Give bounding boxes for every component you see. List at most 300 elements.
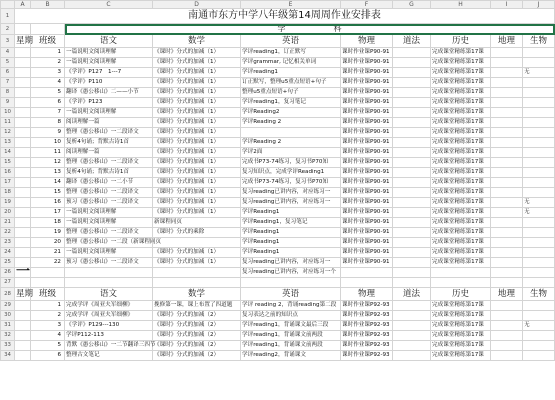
physics-cell[interactable]: 课时作业课P90-91 [341,108,393,118]
day-cell[interactable] [15,118,31,128]
biology-cell[interactable] [523,188,555,198]
history-cell[interactable]: 完成课堂精练第17课 [431,218,491,228]
physics-cell[interactable]: 课时作业课P90-91 [341,188,393,198]
history-cell[interactable]: 完成课堂精练第17课 [431,341,491,351]
chinese-cell[interactable]: 《学评》P123 [65,98,153,108]
chinese-cell[interactable]: 一篇说明文阅读理解 [65,208,153,218]
chinese-cell[interactable]: 复析4句诵；背默古诗1首 [65,168,153,178]
english-cell[interactable]: 学评reading1 [241,68,341,78]
class-number[interactable]: 1 [31,301,65,311]
history-cell[interactable]: 完成课堂精练第17课 [431,331,491,341]
row-header[interactable]: 26 [1,268,15,278]
morality-cell[interactable] [393,248,431,258]
chinese-cell[interactable]: 翻译《愚公移山》一二小节 [65,178,153,188]
day-cell[interactable] [15,148,31,158]
biology-cell[interactable] [523,158,555,168]
english-cell[interactable]: 整理u5重点短语+句子 [241,88,341,98]
geography-cell[interactable] [491,88,523,98]
class-number[interactable]: 6 [31,351,65,361]
biology-cell[interactable]: 无 [523,198,555,208]
day-cell[interactable] [15,78,31,88]
row-header[interactable]: 21 [1,218,15,228]
biology-cell[interactable] [523,128,555,138]
row-header[interactable]: 9 [1,98,15,108]
geography-cell[interactable] [491,351,523,361]
physics-cell[interactable]: 课时作业课P90-91 [341,68,393,78]
english-cell[interactable]: 学评reading1，背诵课文最后三段 [241,321,341,331]
english-cell[interactable]: 完成书P73-74练习，复习书P70知 [241,158,341,168]
math-cell[interactable]: 《课时》分式的乘除 [153,228,241,238]
day-cell[interactable] [15,98,31,108]
physics-cell[interactable]: 课时作业课P90-91 [341,58,393,68]
math-cell[interactable]: 《课时》分式的加减（2） [153,331,241,341]
english-cell[interactable]: 复习reading已讲内容，对应练习一 [241,198,341,208]
morality-cell[interactable] [393,148,431,158]
heading-cell[interactable]: 英语 [241,35,341,48]
math-cell[interactable]: 新课程同页 [153,218,241,228]
chinese-cell[interactable]: 翻译《愚公移山》二——小节 [65,88,153,98]
english-cell[interactable]: 学评reading2，背诵课文 [241,351,341,361]
biology-cell[interactable] [523,48,555,58]
row-header[interactable]: 18 [1,188,15,198]
row-header[interactable]: 11 [1,118,15,128]
cell[interactable] [431,268,491,278]
math-cell[interactable]: 《课时》分式的加减（1） [153,138,241,148]
column-header-c[interactable]: C [65,1,153,9]
math-cell[interactable]: 《课时》分式的加减（1） [153,88,241,98]
biology-cell[interactable] [523,88,555,98]
heading-cell[interactable]: 生物 [523,288,555,301]
geography-cell[interactable] [491,198,523,208]
history-cell[interactable]: 完成课堂精练第17课 [431,351,491,361]
heading-cell[interactable]: 物理 [341,288,393,301]
class-number[interactable]: 9 [31,128,65,138]
history-cell[interactable]: 完成课堂精练第17课 [431,238,491,248]
row-header[interactable]: 30 [1,311,15,321]
row-header[interactable]: 23 [1,238,15,248]
day-cell[interactable] [15,301,31,311]
math-cell[interactable]: 《课时》分式的加减（2） [153,311,241,321]
geography-cell[interactable] [491,168,523,178]
row-header[interactable]: 13 [1,138,15,148]
class-number[interactable]: 19 [31,228,65,238]
physics-cell[interactable]: 课时作业课P90-91 [341,128,393,138]
math-cell[interactable]: 挽修第一课，课上布置了四道题 [153,301,241,311]
math-cell[interactable]: 《课时》分式的加减（2） [153,341,241,351]
geography-cell[interactable] [491,128,523,138]
row-header[interactable]: 3 [1,35,15,48]
chinese-cell[interactable]: 《学评》P127 1---7 [65,68,153,78]
chinese-cell[interactable]: 《学评》P129---130 [65,321,153,331]
chinese-cell[interactable]: 一篇说明文阅读理解 [65,58,153,68]
class-number[interactable]: 13 [31,168,65,178]
cell[interactable] [431,278,491,288]
geography-cell[interactable] [491,301,523,311]
history-cell[interactable]: 完成课堂精练第17课 [431,108,491,118]
geography-cell[interactable] [491,58,523,68]
morality-cell[interactable] [393,208,431,218]
morality-cell[interactable] [393,58,431,68]
row-header[interactable]: 19 [1,198,15,208]
row-header[interactable]: 33 [1,341,15,351]
morality-cell[interactable] [393,331,431,341]
biology-cell[interactable] [523,148,555,158]
cell[interactable] [523,268,555,278]
physics-cell[interactable]: 课时作业课P90-91 [341,48,393,58]
cell[interactable] [241,278,341,288]
physics-cell[interactable]: 课时作业课P90-91 [341,78,393,88]
physics-cell[interactable]: 课时作业课P90-91 [341,118,393,128]
history-cell[interactable]: 完成课堂精练第17课 [431,311,491,321]
math-cell[interactable]: 《课时》分式的加减（1） [153,58,241,68]
chinese-cell[interactable]: 一篇说明文阅读理解 [65,48,153,58]
morality-cell[interactable] [393,118,431,128]
physics-cell[interactable]: 课时作业课P92-93 [341,351,393,361]
heading-cell[interactable]: 道法 [393,35,431,48]
chinese-cell[interactable]: 整理《愚公移山》一二段译文 [65,128,153,138]
english-cell[interactable]: 复习表达之前的知识点 [241,311,341,321]
chinese-cell[interactable]: 完成学评《周亚夫军细柳》 [65,301,153,311]
chinese-cell[interactable]: 学评P112-113 [65,331,153,341]
physics-cell[interactable]: 课时作业课P92-93 [341,341,393,351]
geography-cell[interactable] [491,248,523,258]
class-number[interactable]: 4 [31,78,65,88]
english-cell[interactable]: 学评Reading1 [241,208,341,218]
row-header[interactable]: 15 [1,158,15,168]
day-cell[interactable] [15,108,31,118]
heading-cell[interactable]: 历史 [431,288,491,301]
chinese-cell[interactable]: 预习《愚公移山》一二段译文 [65,198,153,208]
chinese-cell[interactable]: 整理《愚公移山》一二段译文 [65,188,153,198]
day-cell[interactable] [15,321,31,331]
chinese-cell[interactable]: 整理古文笔记 [65,351,153,361]
english-cell[interactable]: 学评reading1，背诵课文前两段 [241,331,341,341]
row-header[interactable]: 6 [1,68,15,78]
math-cell[interactable]: 《课时》分式的加减（1） [153,108,241,118]
biology-cell[interactable] [523,331,555,341]
morality-cell[interactable] [393,108,431,118]
column-header-d[interactable]: D [153,1,241,9]
biology-cell[interactable] [523,108,555,118]
heading-cell[interactable]: 道法 [393,288,431,301]
class-number[interactable]: 14 [31,178,65,188]
english-cell[interactable]: 复习reading已讲内容，对应练习一 [241,258,341,268]
physics-cell[interactable]: 课时作业课P90-91 [341,208,393,218]
class-number[interactable]: 2 [31,58,65,68]
biology-cell[interactable]: 无 [523,208,555,218]
heading-cell[interactable]: 星期 [16,36,34,46]
math-cell[interactable]: 《课时》分式的加减（1） [153,248,241,258]
english-cell[interactable]: 学评reading1，背诵课文前两段 [241,341,341,351]
history-cell[interactable]: 完成课堂精练第17课 [431,228,491,238]
heading-cell[interactable]: 物理 [341,35,393,48]
row-header[interactable]: 22 [1,228,15,238]
day-cell[interactable] [15,351,31,361]
english-cell[interactable]: 订正默写，整理u5重点短语+句子 [241,78,341,88]
english-cell[interactable] [241,128,341,138]
physics-cell[interactable]: 课时作业课P92-93 [341,331,393,341]
history-cell[interactable]: 完成课堂精练第17课 [431,148,491,158]
geography-cell[interactable] [491,78,523,88]
biology-cell[interactable] [523,258,555,268]
day-cell[interactable] [15,128,31,138]
cell[interactable] [31,268,65,278]
cell[interactable] [65,268,153,278]
day-cell[interactable] [15,68,31,78]
history-cell[interactable]: 完成课堂精练第17课 [431,208,491,218]
morality-cell[interactable] [393,88,431,98]
sheet-title[interactable]: 南通市东方中学八年级第14周周作业安排表 [15,9,555,24]
biology-cell[interactable]: 无 [523,321,555,331]
cell[interactable] [393,278,431,288]
morality-cell[interactable] [393,68,431,78]
physics-cell[interactable]: 课时作业课P90-91 [341,178,393,188]
morality-cell[interactable] [393,238,431,248]
cell[interactable] [341,278,393,288]
morality-cell[interactable] [393,138,431,148]
chinese-cell[interactable]: 整理《愚公移山》一二段译文 [65,158,153,168]
chinese-cell[interactable]: 整理《愚公移山》一二段译文 [65,228,153,238]
morality-cell[interactable] [393,188,431,198]
english-cell[interactable]: 学评Reading 2 [241,118,341,128]
chinese-cell[interactable]: 复析4句诵；背默古诗1首 [65,138,153,148]
physics-cell[interactable]: 课时作业课P90-91 [341,248,393,258]
geography-cell[interactable] [491,68,523,78]
biology-cell[interactable] [523,228,555,238]
english-cell[interactable]: 学评grammar, 记忆相关单词 [241,58,341,68]
morality-cell[interactable] [393,228,431,238]
class-number[interactable]: 1 [31,48,65,58]
cell[interactable] [153,268,241,278]
biology-cell[interactable] [523,248,555,258]
day-cell[interactable] [15,331,31,341]
class-number[interactable]: 15 [31,188,65,198]
biology-cell[interactable] [523,118,555,128]
column-header-e[interactable]: E [241,1,341,9]
history-cell[interactable]: 完成课堂精练第17课 [431,58,491,68]
heading-cell[interactable]: 地理 [491,288,523,301]
math-cell[interactable] [153,238,241,248]
geography-cell[interactable] [491,258,523,268]
morality-cell[interactable] [393,301,431,311]
row-header[interactable]: 32 [1,331,15,341]
biology-cell[interactable]: 无 [523,68,555,78]
geography-cell[interactable] [491,158,523,168]
class-number[interactable]: 10 [31,138,65,148]
chinese-cell[interactable]: 阅读理解一篇 [65,148,153,158]
row-header[interactable]: 34 [1,351,15,361]
column-header-b[interactable]: B [31,1,65,9]
morality-cell[interactable] [393,218,431,228]
geography-cell[interactable] [491,178,523,188]
cell[interactable] [153,278,241,288]
class-number[interactable]: 12 [31,158,65,168]
chinese-cell[interactable]: 一篇说明文阅读理解 [65,218,153,228]
class-number[interactable]: 16 [31,198,65,208]
column-header-f[interactable]: F [341,1,393,9]
column-header-j[interactable]: J [523,1,555,9]
morality-cell[interactable] [393,48,431,58]
heading-cell[interactable]: 班级 [31,35,65,48]
biology-cell[interactable] [523,218,555,228]
history-cell[interactable]: 完成课堂精练第17课 [431,128,491,138]
math-cell[interactable]: 《课时》分式的加减（1） [153,78,241,88]
english-cell[interactable]: 学评Reading 2 [241,138,341,148]
math-cell[interactable]: 《课时》分式的加减（1） [153,188,241,198]
heading-cell[interactable]: 星期 [16,289,34,299]
chinese-cell[interactable]: 整理《愚公移山》一二段（新课程同页 [65,238,153,248]
chinese-cell[interactable]: 预习《愚公移山》一二段译文 [65,258,153,268]
day-cell[interactable] [15,341,31,351]
history-cell[interactable]: 完成课堂精练第17课 [431,188,491,198]
row-header[interactable]: 20 [1,208,15,218]
morality-cell[interactable] [393,178,431,188]
history-cell[interactable]: 完成课堂精练第17课 [431,88,491,98]
history-cell[interactable]: 完成课堂精练第17课 [431,178,491,188]
geography-cell[interactable] [491,118,523,128]
day-cell[interactable] [15,58,31,68]
geography-cell[interactable] [491,238,523,248]
row-header[interactable]: 31 [1,321,15,331]
day-cell[interactable] [15,178,31,188]
row-header[interactable]: 25 [1,258,15,268]
math-cell[interactable]: 《课时》分式的加减（1） [153,128,241,138]
row-header[interactable]: 28 [1,288,15,301]
class-number[interactable]: 3 [31,68,65,78]
geography-cell[interactable] [491,311,523,321]
column-header-g[interactable]: G [393,1,431,9]
day-cell[interactable] [15,218,31,228]
cell[interactable] [491,278,523,288]
biology-cell[interactable] [523,178,555,188]
class-number[interactable]: 8 [31,118,65,128]
row-header[interactable]: 24 [1,248,15,258]
history-cell[interactable]: 完成课堂精练第17课 [431,158,491,168]
day-cell[interactable] [15,48,31,58]
day-cell[interactable] [15,188,31,198]
class-number[interactable]: 11 [31,148,65,158]
cell[interactable] [491,268,523,278]
history-cell[interactable]: 完成课堂精练第17课 [431,168,491,178]
heading-cell[interactable]: 语文 [65,35,153,48]
row-header[interactable]: 16 [1,168,15,178]
class-number[interactable]: 3 [31,321,65,331]
row-header[interactable]: 10 [1,108,15,118]
physics-cell[interactable]: 课时作业课P90-91 [341,258,393,268]
day-cell[interactable] [15,88,31,98]
heading-cell[interactable]: 英语 [241,288,341,301]
english-cell[interactable]: 学评Reading1 [241,248,341,258]
geography-cell[interactable] [491,341,523,351]
math-cell[interactable]: 《课时》分式的加减（1） [153,208,241,218]
cell[interactable] [31,278,65,288]
biology-cell[interactable] [523,78,555,88]
geography-cell[interactable] [491,138,523,148]
math-cell[interactable]: 《课时》分式的加减（1） [153,158,241,168]
history-cell[interactable]: 完成课堂精练第17课 [431,198,491,208]
heading-cell[interactable]: 语文 [65,288,153,301]
select-all-corner[interactable] [1,1,15,9]
physics-cell[interactable]: 课时作业课P90-91 [341,98,393,108]
heading-cell[interactable]: 生物 [523,35,555,48]
row-header[interactable]: 17 [1,178,15,188]
row-header[interactable]: 27 [1,278,15,288]
cell[interactable] [523,278,555,288]
column-header-a[interactable]: A [15,1,31,9]
class-number[interactable]: 17 [31,208,65,218]
chinese-cell[interactable]: 一篇说明文阅读理解 [65,108,153,118]
physics-cell[interactable]: 课时作业课P90-91 [341,88,393,98]
history-cell[interactable]: 完成课堂精练第17课 [431,98,491,108]
physics-cell[interactable]: 课时作业课P90-91 [341,138,393,148]
day-cell[interactable] [15,138,31,148]
class-number[interactable]: 2 [31,311,65,321]
history-cell[interactable]: 完成课堂精练第17课 [431,68,491,78]
cell[interactable] [31,24,65,35]
biology-cell[interactable] [523,138,555,148]
morality-cell[interactable] [393,128,431,138]
geography-cell[interactable] [491,208,523,218]
math-cell[interactable]: 《课时》分式的加减（2） [153,321,241,331]
english-cell[interactable]: 学评Reading1 [241,228,341,238]
row-header[interactable]: 1 [1,9,15,24]
morality-cell[interactable] [393,258,431,268]
english-cell[interactable]: 学评reading1，订正默写 [241,48,341,58]
cell[interactable] [65,278,153,288]
history-cell[interactable]: 完成课堂精练第17课 [431,138,491,148]
cell[interactable] [341,268,393,278]
geography-cell[interactable] [491,331,523,341]
biology-cell[interactable] [523,341,555,351]
day-cell[interactable] [15,238,31,248]
subject-header[interactable]: 学 科 [65,24,555,35]
history-cell[interactable]: 完成课堂精练第17课 [431,258,491,268]
physics-cell[interactable]: 课时作业课P90-91 [341,218,393,228]
row-header[interactable]: 29 [1,301,15,311]
english-cell[interactable]: 完成书P73-74练习，复习书P70知 [241,178,341,188]
morality-cell[interactable] [393,158,431,168]
biology-cell[interactable] [523,351,555,361]
physics-cell[interactable]: 课时作业课P90-91 [341,228,393,238]
day-cell[interactable] [15,228,31,238]
row-header[interactable]: 7 [1,78,15,88]
biology-cell[interactable] [523,238,555,248]
geography-cell[interactable] [491,148,523,158]
english-cell[interactable]: 复习知识点，完成学评Reading1 [241,168,341,178]
morality-cell[interactable] [393,78,431,88]
math-cell[interactable]: 《课时》分式的加减（1） [153,68,241,78]
row-header[interactable]: 12 [1,128,15,138]
english-cell[interactable]: 学评reading1，复习笔记 [241,98,341,108]
history-cell[interactable]: 完成课堂精练第17课 [431,78,491,88]
row-header[interactable]: 4 [1,48,15,58]
cell[interactable] [393,268,431,278]
biology-cell[interactable] [523,58,555,68]
day-cell[interactable] [15,311,31,321]
physics-cell[interactable]: 课时作业课P90-91 [341,238,393,248]
math-cell[interactable]: 《课时》分式的加减（1） [153,258,241,268]
biology-cell[interactable] [523,301,555,311]
biology-cell[interactable] [523,311,555,321]
math-cell[interactable]: 《课时》分式的加减（1） [153,168,241,178]
chinese-cell[interactable]: 阅读理解一篇 [65,118,153,128]
class-number[interactable]: 7 [31,108,65,118]
geography-cell[interactable] [491,48,523,58]
physics-cell[interactable]: 课时作业课P90-91 [341,148,393,158]
row-header[interactable]: 8 [1,88,15,98]
class-number[interactable]: 18 [31,218,65,228]
day-cell[interactable] [15,248,31,258]
